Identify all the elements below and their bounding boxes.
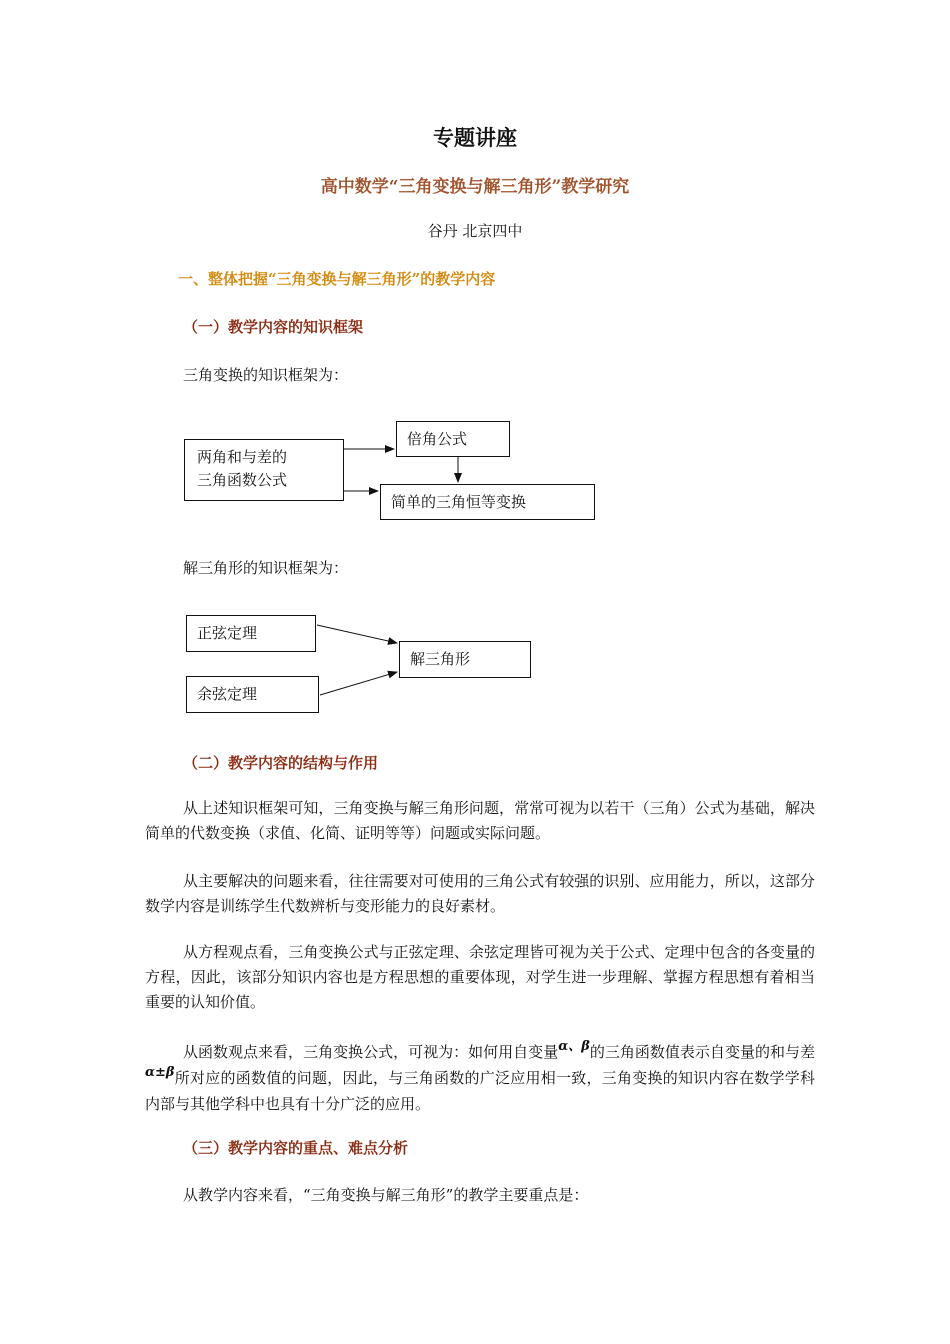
p4-text-b: 的三角函数值表示自变量的和与差: [589, 1043, 815, 1061]
box-solve-triangle-label: 解三角形: [410, 650, 471, 668]
arrow-cosine-to-solve: [320, 672, 397, 695]
alpha-plusminus-beta-symbol: α±β: [145, 1065, 175, 1080]
paragraph-structure-2: 从主要解决的问题来看，往往需要对可使用的三角公式有较强的识别、应用能力，所以，这部分数学内容是训练学生代数辨析与变形能力的良好素材。: [145, 872, 815, 915]
triangle-framework-intro: 解三角形的知识框架为：: [183, 559, 349, 577]
paragraph-focus-intro: 从教学内容来看，“三角变换与解三角形”的教学主要重点是：: [183, 1186, 589, 1204]
trig-framework-intro: 三角变换的知识框架为：: [183, 366, 349, 384]
box-law-of-cosines-label: 余弦定理: [197, 685, 258, 703]
paragraph-structure-4: [145, 1040, 815, 1117]
author-line: 谷丹 北京四中: [427, 222, 523, 240]
box-sum-difference-line2: 三角函数公式: [197, 471, 288, 489]
alpha-beta-symbol: α、β: [558, 1039, 590, 1054]
box-sum-difference-line1: 两角和与差的: [197, 448, 288, 466]
page-title: 专题讲座: [433, 125, 517, 150]
article-subtitle: 高中数学“三角变换与解三角形”教学研究: [320, 177, 630, 197]
box-double-angle-label: 倍角公式: [407, 430, 468, 448]
p4-text-a: 从函数观点来看，三角变换公式，可视为：如何用自变量: [183, 1043, 559, 1061]
box-law-of-sines-label: 正弦定理: [197, 624, 258, 642]
arrow-sine-to-solve: [317, 625, 397, 643]
paragraph-structure-1: 从上述知识框架可知，三角变换与解三角形问题，常常可视为以若干（三角）公式为基础，解决简单的代数变换（求值、化简、证明等等）问题或实际问题。: [145, 799, 815, 842]
subsection-heading-2: （二）教学内容的结构与作用: [183, 754, 379, 772]
p4-text-c: 所对应的函数值的问题，因此，与三角函数的广泛应用相一致，三角变换的知识内容在数学学科内部与其他学科中也具有十分广泛的应用。: [145, 1069, 815, 1113]
subsection-heading-1: （一）教学内容的知识框架: [183, 318, 364, 336]
subsection-heading-3: （三）教学内容的重点、难点分析: [183, 1139, 409, 1157]
paragraph-structure-3: 从方程观点看，三角变换公式与正弦定理、余弦定理皆可视为关于公式、定理中包含的各变量的方程，因此，该部分知识内容也是方程思想的重要体现，对学生进一步理解、掌握方程思想有着相当重要的认知价值。: [145, 943, 815, 1011]
section-heading-1: 一、整体把握“三角变换与解三角形”的教学内容: [178, 270, 496, 288]
box-identity-label: 简单的三角恒等变换: [391, 493, 527, 511]
